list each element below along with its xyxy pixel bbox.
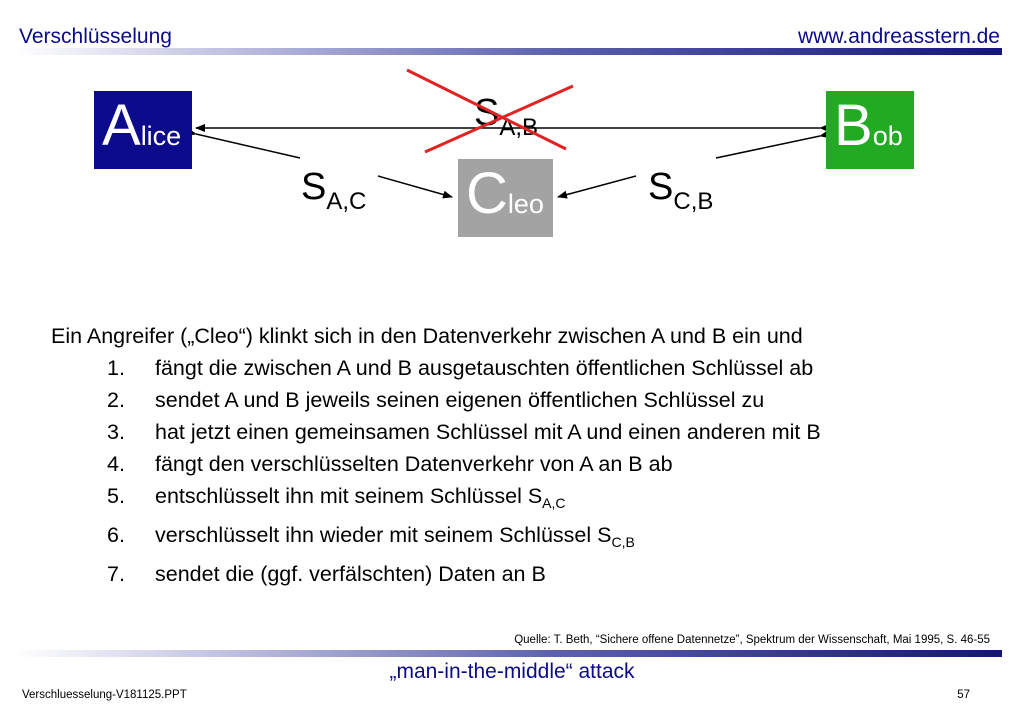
step-text: hat jetzt einen gemeinsamen Schlüssel mit A und einen anderen mit B [155, 420, 821, 444]
bob-initial: B [834, 93, 873, 158]
list-item [51, 519, 991, 558]
step-number: 2. [107, 388, 125, 412]
key-ac-letter: S [301, 166, 327, 208]
slide-caption: „man-in-the-middle“ attack [389, 660, 635, 683]
step-subscript: A,C [542, 495, 566, 511]
bob-rest: ob [872, 121, 903, 151]
cleo-initial: C [466, 161, 508, 226]
footer-divider [15, 650, 1002, 657]
cross-line-1 [407, 70, 566, 149]
list-item [51, 480, 991, 519]
step-subscript: C,B [611, 534, 635, 550]
step-number: 4. [107, 452, 125, 476]
step-number: 5. [107, 484, 125, 508]
key-ab-letter: S [474, 92, 500, 134]
alice-initial: A [102, 93, 141, 158]
list-item [51, 416, 991, 448]
body-text [51, 320, 991, 590]
step-text: verschlüsselt ihn wieder mit seinem Schlüssel S [155, 523, 612, 547]
step-number: 3. [107, 420, 125, 444]
step-text: fängt die zwischen A und B ausgetauschten öffentlichen Schlüssel ab [155, 356, 814, 380]
intro-text: Ein Angreifer („Cleo“) klinkt sich in den Datenverkehr zwischen A und B ein und [51, 324, 803, 348]
list-item [51, 448, 991, 480]
header-title: Verschlüsselung [19, 25, 172, 48]
source-citation: Quelle: T. Beth, “Sichere offene Datennetze”, Spektrum der Wissenschaft, Mai 1995, S. 46-55 [514, 634, 990, 646]
page-number: 57 [957, 689, 970, 701]
step-text: sendet die (ggf. verfälschten) Daten an B [155, 562, 546, 586]
cleo-rest: leo [507, 189, 544, 219]
step-text: sendet A und B jeweils seinen eigenen öffentlichen Schlüssel zu [155, 388, 765, 412]
key-cb-sub: C,B [673, 188, 714, 215]
step-number: 7. [107, 562, 125, 586]
key-cb-letter: S [648, 166, 674, 208]
header-website: www.andreasstern.de [798, 25, 1000, 48]
list-item [51, 384, 991, 416]
step-number: 1. [107, 356, 125, 380]
key-ac-sub: A,C [326, 188, 367, 215]
step-text: entschlüsselt ihn mit seinem Schlüssel S [155, 484, 543, 508]
step-number: 6. [107, 523, 125, 547]
key-ab-sub: A,B [499, 114, 539, 141]
list-item [51, 558, 991, 590]
step-text: fängt den verschlüsselten Datenverkehr von A an B ab [155, 452, 673, 476]
steps-list [51, 352, 991, 590]
footer-filename: Verschluesselung-V181125.PPT [22, 689, 187, 701]
list-item [51, 352, 991, 384]
alice-rest: lice [140, 121, 182, 151]
